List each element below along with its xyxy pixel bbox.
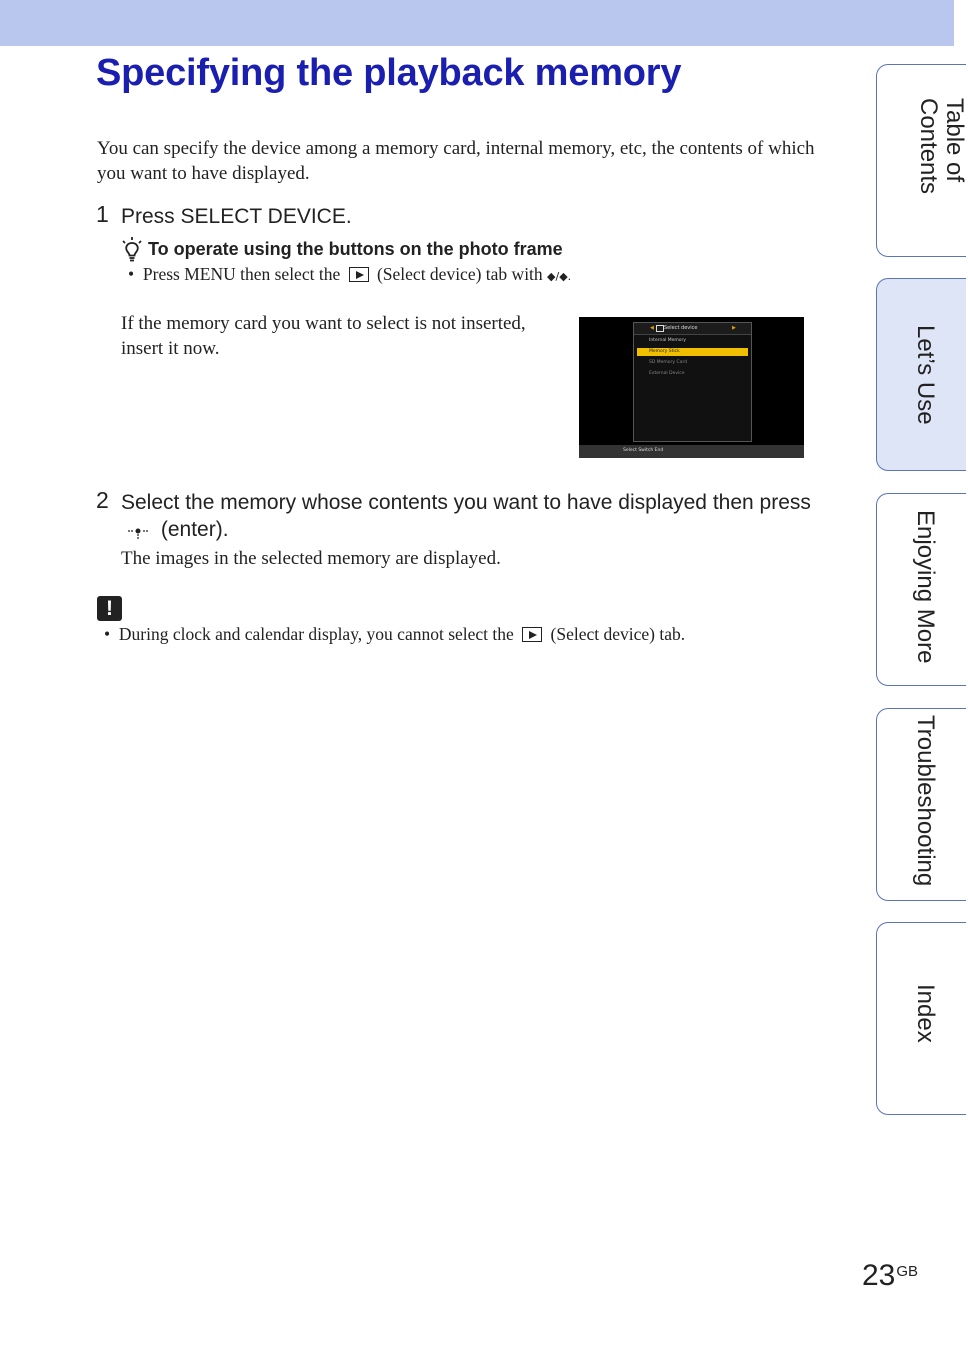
menu-item-memory-stick[interactable]: Memory Stick	[637, 348, 748, 356]
menu-header-label: Select device	[664, 325, 698, 331]
bullet-dot: •	[128, 264, 143, 284]
tab-lets-use[interactable]	[876, 278, 966, 471]
intro-paragraph: You can specify the device among a memory card, internal memory, etc, the contents of which you want to have displayed.	[97, 138, 815, 184]
menu-item-external-device[interactable]: External Device	[649, 371, 685, 376]
screen-footer	[579, 445, 804, 458]
page-number	[862, 1259, 918, 1293]
tab-troubleshooting-label: Troubleshooting	[912, 714, 939, 886]
step-2-main: Select the memory whose contents you want to have displayed then press	[121, 491, 811, 514]
caution-bullet	[104, 624, 685, 645]
bullet-dot: •	[104, 624, 119, 644]
insert-note: If the memory card you want to select is not inserted, insert it now.	[121, 313, 526, 359]
hint-title: To operate using the buttons on the photo frame	[148, 239, 563, 259]
tab-table-of-contents[interactable]	[876, 64, 966, 257]
step-1-text: Press SELECT DEVICE.	[121, 205, 352, 228]
page-number-value: 23	[862, 1259, 896, 1292]
tab-enjoying-more-label: Enjoying More	[912, 509, 939, 663]
select-device-screenshot	[579, 317, 804, 458]
step-2-number: 2	[96, 487, 109, 513]
screen-footer-text: Select Switch End	[623, 448, 664, 453]
caution-bullet-pre: During clock and calendar display, you cannot select the	[118, 624, 514, 644]
enter-icon	[127, 523, 149, 539]
left-right-arrows-icon: ◆/◆.	[547, 270, 572, 283]
step-2-suffix: (enter).	[160, 518, 229, 541]
caution-bullet-post: (Select device) tab.	[550, 624, 686, 644]
page-title: Specifying the playback memory	[96, 52, 682, 94]
play-icon	[656, 325, 664, 332]
tab-index-label: Index	[912, 983, 939, 1043]
hint-bullet-pre: Press MENU then select the	[142, 264, 341, 284]
hint-bullet	[128, 264, 571, 285]
lightbulb-hint-icon	[120, 236, 144, 263]
page-suffix: GB	[896, 1263, 919, 1280]
menu-header	[634, 323, 751, 335]
tab-label-line1: Table of	[941, 97, 968, 182]
left-arrow-icon: ◀	[650, 325, 654, 331]
select-device-tab-icon	[349, 267, 369, 282]
menu-item-sd-card[interactable]: SD Memory Card	[649, 360, 688, 365]
exclamation-icon: !	[97, 596, 122, 621]
tab-troubleshooting[interactable]	[876, 708, 966, 901]
header-band	[0, 0, 954, 46]
hint-bullet-post: (Select device) tab with	[376, 264, 543, 284]
step-1-number: 1	[96, 201, 109, 227]
tab-index[interactable]	[876, 922, 966, 1115]
tab-label-line2: Contents	[915, 97, 942, 194]
step-2-text	[121, 489, 821, 543]
tab-lets-use-label: Let’s Use	[912, 324, 939, 425]
select-device-tab-icon	[522, 627, 542, 642]
right-arrow-icon: ▶	[732, 325, 736, 331]
menu-item-internal-memory[interactable]: Internal Memory	[649, 338, 687, 343]
select-device-menu	[633, 322, 752, 442]
tab-enjoying-more[interactable]	[876, 493, 966, 686]
tab-table-of-contents-label	[915, 98, 967, 194]
step-2-result: The images in the selected memory are displayed.	[121, 548, 501, 569]
